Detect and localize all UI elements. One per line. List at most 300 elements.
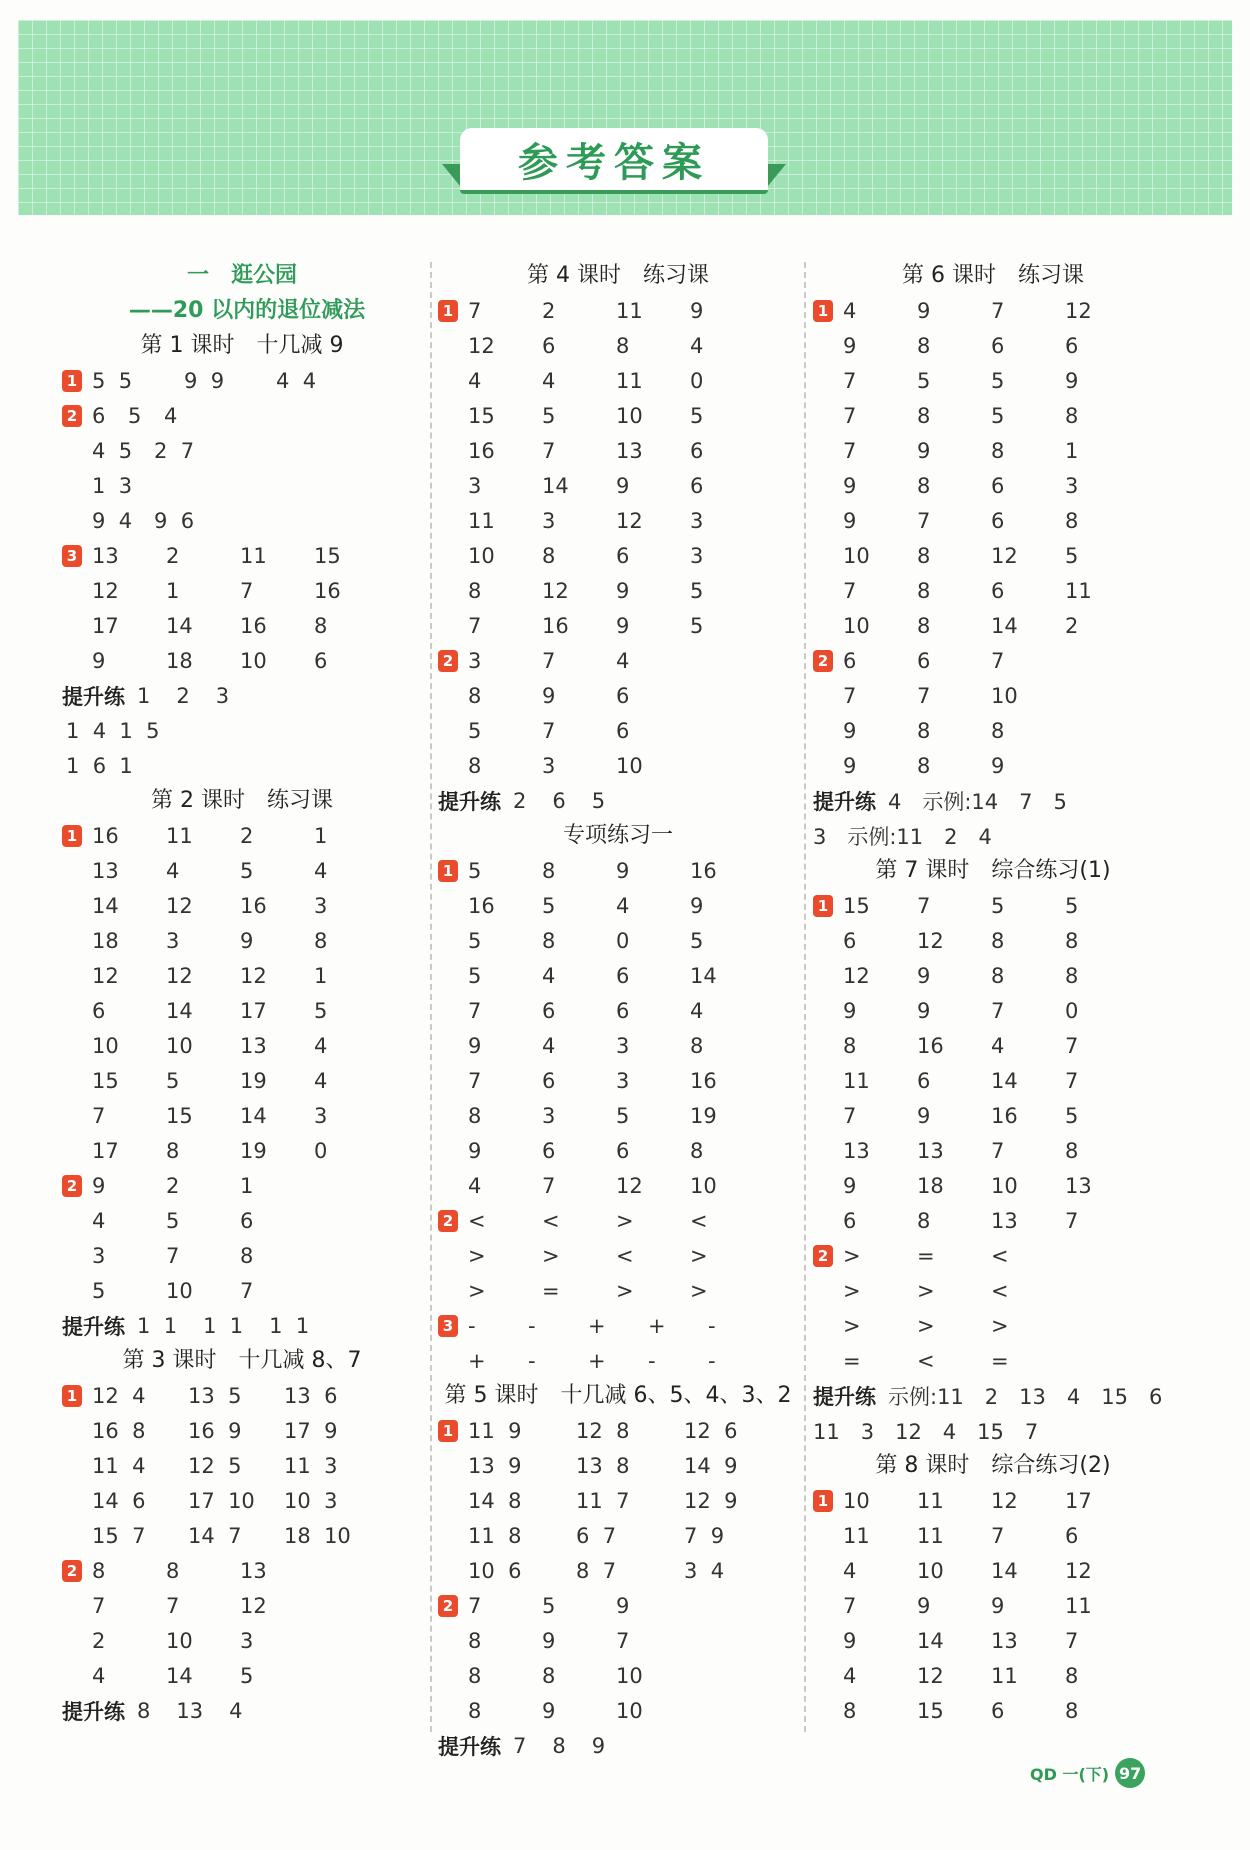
answer-cell: 13: [991, 1208, 1018, 1233]
answer-cells: [468, 1279, 764, 1303]
answer-cell: 9: [991, 1593, 1005, 1618]
answer-row: [62, 1448, 422, 1483]
answer-cell: 10: [843, 613, 870, 638]
answer-cell: 4: [314, 1033, 328, 1058]
answer-cells: [843, 1559, 1139, 1583]
answer-cells: [468, 369, 764, 393]
answer-cells: [468, 1419, 792, 1443]
question-number-badge: 1: [62, 370, 82, 392]
answer-cells: [92, 824, 388, 848]
answer-cell: 5: [690, 578, 704, 603]
answer-cell: 1: [314, 823, 328, 848]
answer-cells: [92, 1629, 314, 1653]
answer-cell: 15: [917, 1698, 944, 1723]
answer-row: [62, 573, 422, 608]
answer-cell: 8: [843, 1698, 857, 1723]
answer-cell: 11: [917, 1523, 944, 1548]
answer-cells: [468, 404, 764, 428]
answer-cell: 9 6: [154, 508, 195, 533]
page-number: 97: [1115, 1758, 1145, 1788]
tisheng-answer: 1 6 1: [66, 753, 133, 778]
answer-cell: 10: [240, 648, 267, 673]
answer-cells: [843, 719, 1065, 743]
answer-cell: 4: [92, 1663, 106, 1688]
answer-cells: [843, 1279, 1065, 1303]
answer-cell: 10: [616, 403, 643, 428]
answer-cells: [468, 649, 690, 673]
answer-cell: 15: [468, 403, 495, 428]
answer-cells: [92, 1034, 388, 1058]
answer-cell: 10: [917, 1558, 944, 1583]
answer-row: [438, 1343, 798, 1378]
answer-cells: [92, 579, 388, 603]
answer-cell: 19: [690, 1103, 717, 1128]
answer-cell: 8: [314, 928, 328, 953]
answer-cell: 9: [843, 753, 857, 778]
answer-cell: 11: [917, 1488, 944, 1513]
answer-row: [438, 1133, 798, 1168]
question-number-badge: 1: [813, 895, 833, 917]
answer-cell: 5: [542, 893, 556, 918]
answer-cell: 8: [1065, 928, 1079, 953]
answer-cell: 11: [240, 543, 267, 568]
answer-cell: 16: [690, 858, 717, 883]
answer-cells: [468, 1454, 792, 1478]
lesson-heading: 第 6 课时 练习课: [902, 263, 1084, 288]
answer-row: [813, 1098, 1173, 1133]
answer-row: [438, 328, 798, 363]
tisheng-label: 提升练: [62, 1699, 125, 1724]
answer-cell: 3: [314, 893, 328, 918]
answer-cell: 8: [1065, 508, 1079, 533]
answer-cell: 6: [616, 1138, 630, 1163]
tisheng-answer: 2: [513, 788, 527, 813]
lesson-heading: 第 1 课时 十几减 9: [140, 333, 344, 358]
answer-cell: 6: [991, 333, 1005, 358]
answer-cell: >: [468, 1243, 486, 1268]
answer-cell: 4: [616, 893, 630, 918]
answer-cell: 13 9: [468, 1453, 522, 1478]
answer-cell: 14: [92, 893, 119, 918]
answer-cell: 3 4: [684, 1558, 725, 1583]
answer-cell: 6: [240, 1208, 254, 1233]
answer-row: [813, 1168, 1173, 1203]
question-number-badge: 2: [62, 405, 82, 427]
answer-cell: 19: [240, 1068, 267, 1093]
tisheng-answer: 13: [176, 1698, 204, 1723]
answer-cell: 16: [240, 893, 267, 918]
answer-cell: 6: [616, 963, 630, 988]
answer-cell: 6: [991, 508, 1005, 533]
answer-cells: [468, 1314, 768, 1338]
answer-row: [813, 293, 1173, 328]
answer-cell: <: [542, 1208, 560, 1233]
title-box: [460, 128, 768, 194]
answer-cell: 7: [166, 1243, 180, 1268]
answer-cell: 8: [1065, 1138, 1079, 1163]
answer-cell: 13 6: [284, 1383, 338, 1408]
answer-row: [438, 1273, 798, 1308]
answer-cell: 7: [542, 438, 556, 463]
tisheng-answer: 4: [229, 1698, 243, 1723]
answer-row: [813, 468, 1173, 503]
answer-cell: 8: [166, 1138, 180, 1163]
answer-cell: 8: [542, 543, 556, 568]
answer-row: [438, 643, 798, 678]
answer-cell: 18: [917, 1173, 944, 1198]
answer-cell: 8: [917, 1208, 931, 1233]
answer-row: [438, 1448, 798, 1483]
answer-cell: 9: [843, 998, 857, 1023]
answer-row: [813, 1273, 1173, 1308]
tisheng-row: [62, 1693, 422, 1728]
answer-row: [438, 853, 798, 888]
answer-cell: 7: [166, 1593, 180, 1618]
answer-cell: 10: [616, 1663, 643, 1688]
tisheng-row: [813, 783, 1173, 818]
answer-cell: 5 5: [92, 368, 133, 393]
answer-cell: 13: [92, 543, 119, 568]
answer-cell: 6: [843, 928, 857, 953]
answer-cells: [843, 754, 1065, 778]
answer-row: [813, 538, 1173, 573]
answer-row: [62, 1063, 422, 1098]
answer-cell: 16: [240, 613, 267, 638]
answer-cells: [92, 929, 388, 953]
answer-cell: 5: [991, 403, 1005, 428]
answer-cell: 6: [1065, 1523, 1079, 1548]
answer-cell: 8: [542, 928, 556, 953]
answer-cell: <: [616, 1243, 634, 1268]
answer-cell: 2: [1065, 613, 1079, 638]
answer-cell: 6: [917, 648, 931, 673]
column-divider: [430, 262, 432, 1732]
answer-cell: 9: [917, 438, 931, 463]
answer-cell: 7: [843, 1103, 857, 1128]
answer-cell: 7: [917, 683, 931, 708]
answer-cell: 6: [690, 438, 704, 463]
answer-row: [62, 818, 422, 853]
answer-cell: 8: [542, 1663, 556, 1688]
unit-title: 一 逛公园: [186, 263, 297, 288]
answer-cell: +: [468, 1348, 486, 1373]
answer-cell: 7: [991, 1138, 1005, 1163]
answer-cells: [92, 614, 388, 638]
answer-cell: 4: [843, 1558, 857, 1583]
answer-row: [62, 503, 422, 538]
answer-cell: 12: [92, 578, 119, 603]
answer-row: [813, 608, 1173, 643]
answer-row: [62, 1273, 422, 1308]
answer-cell: 11 7: [576, 1488, 630, 1513]
answer-row: [62, 923, 422, 958]
answer-cells: [843, 929, 1139, 953]
answer-cell: 3: [616, 1033, 630, 1058]
answer-row: [438, 1413, 798, 1448]
answer-cell: 15: [92, 1068, 119, 1093]
answer-cells: [843, 369, 1139, 393]
answer-cell: 11: [991, 1663, 1018, 1688]
answer-cells: [92, 1454, 380, 1478]
question-number-badge: 1: [813, 1490, 833, 1512]
question-number-badge: 1: [438, 860, 458, 882]
answer-cell: 7: [991, 1523, 1005, 1548]
answer-row: [813, 1343, 1173, 1378]
answer-cell: -: [528, 1348, 536, 1373]
question-number-badge: 2: [438, 1210, 458, 1232]
answer-cell: 5: [314, 998, 328, 1023]
answer-cell: 4: [166, 858, 180, 883]
answer-cell: 9 4: [92, 508, 133, 533]
answer-cell: 1: [240, 1173, 254, 1198]
question-number-badge: 2: [438, 1595, 458, 1617]
answer-cell: 5: [468, 963, 482, 988]
answer-cell: 4: [468, 368, 482, 393]
answer-cell: 9: [240, 928, 254, 953]
answer-cell: 8: [1065, 1698, 1079, 1723]
answer-cell: 8: [991, 718, 1005, 743]
answer-cells: [92, 1139, 388, 1163]
answer-cell: 7: [468, 1068, 482, 1093]
answer-cell: >: [917, 1313, 935, 1338]
answer-cell: 8: [1065, 963, 1079, 988]
answer-row: [813, 678, 1173, 713]
answer-cell: 8: [917, 753, 931, 778]
answer-cell: 9: [92, 1173, 106, 1198]
answer-cells: [468, 1664, 690, 1688]
answer-cells: [843, 1489, 1139, 1513]
answer-cells: [843, 1524, 1139, 1548]
tisheng-answer: 2: [176, 683, 190, 708]
answer-cell: 11: [616, 368, 643, 393]
answer-cell: 10: [166, 1628, 193, 1653]
answer-cells: [468, 1524, 792, 1548]
answer-row: [62, 1588, 422, 1623]
answer-cell: 16: [690, 1068, 717, 1093]
tisheng-answer: 1 1: [269, 1313, 310, 1338]
answer-cell: 14: [240, 1103, 267, 1128]
answer-cell: 5: [166, 1068, 180, 1093]
answer-cell: 18 10: [284, 1523, 351, 1548]
answer-cell: 16: [991, 1103, 1018, 1128]
answer-cells: [92, 1524, 380, 1548]
answer-cell: 17 9: [284, 1418, 338, 1443]
answer-cell: +: [588, 1348, 606, 1373]
answer-cell: 9 9: [184, 368, 225, 393]
title-ribbon-left: [442, 164, 460, 186]
answer-cell: >: [690, 1278, 708, 1303]
answer-cell: 5: [128, 403, 142, 428]
answer-cell: 9: [843, 333, 857, 358]
answer-cell: 11: [1065, 1593, 1092, 1618]
answer-cell: -: [708, 1313, 716, 1338]
answer-cell: -: [528, 1313, 536, 1338]
answer-cell: 5: [690, 928, 704, 953]
answer-cell: 7: [616, 1628, 630, 1653]
answer-cell: -: [648, 1348, 656, 1373]
answer-cell: 10: [843, 1488, 870, 1513]
answer-row: [438, 1028, 798, 1063]
answer-cell: 3: [542, 508, 556, 533]
answer-cell: 13: [991, 1628, 1018, 1653]
answer-cells: [468, 754, 690, 778]
answer-column-2: [438, 258, 798, 1763]
answer-cells: [92, 964, 388, 988]
answer-cell: 16: [542, 613, 569, 638]
answer-row: [813, 643, 1173, 678]
answer-cell: 8: [917, 333, 931, 358]
answer-cell: 13: [240, 1033, 267, 1058]
answer-cells: [92, 1104, 388, 1128]
tisheng-label: 提升练: [62, 1314, 125, 1339]
answer-cell: 4: [542, 368, 556, 393]
answer-cell: 8: [991, 963, 1005, 988]
tisheng-label: 提升练: [438, 1734, 501, 1759]
answer-cell: 7: [240, 578, 254, 603]
answer-cell: 6: [991, 473, 1005, 498]
question-number-badge: 1: [62, 1385, 82, 1407]
answer-cell: 7: [843, 368, 857, 393]
answer-cell: 14 8: [468, 1488, 522, 1513]
answer-row: [62, 1133, 422, 1168]
answer-cells: [468, 544, 764, 568]
answer-cell: 5: [240, 858, 254, 883]
answer-cell: +: [648, 1313, 666, 1338]
answer-cells: [468, 1104, 764, 1128]
answer-cell: 4: [843, 1663, 857, 1688]
answer-row: [438, 1658, 798, 1693]
answer-cell: 4 4: [276, 368, 317, 393]
answer-cell: =: [843, 1348, 861, 1373]
answer-cell: 2: [166, 543, 180, 568]
answer-cell: 8: [917, 718, 931, 743]
answer-cells: [468, 929, 764, 953]
answer-cells: [92, 369, 368, 393]
answer-cell: 3: [1065, 473, 1079, 498]
answer-cell: 1: [1065, 438, 1079, 463]
answer-cell: 9: [843, 1173, 857, 1198]
answer-cell: 2 7: [154, 438, 195, 463]
answer-cells: [843, 334, 1139, 358]
answer-cell: 7: [92, 1103, 106, 1128]
question-number-badge: 1: [438, 1420, 458, 1442]
answer-cell: 5: [991, 893, 1005, 918]
answer-cell: 11: [843, 1068, 870, 1093]
answer-cells: [468, 1699, 690, 1723]
answer-cell: 14: [991, 1558, 1018, 1583]
tisheng-row: [438, 1728, 798, 1763]
answer-cells: [92, 404, 200, 428]
answer-cell: 11: [843, 1523, 870, 1548]
answer-cell: 4: [690, 998, 704, 1023]
answer-cell: 3: [92, 1243, 106, 1268]
answer-cell: 8: [240, 1243, 254, 1268]
answer-row: [813, 1028, 1173, 1063]
answer-cell: 14: [690, 963, 717, 988]
answer-cell: 2: [166, 1173, 180, 1198]
answer-cells: [843, 1174, 1139, 1198]
answer-cell: 14: [991, 1068, 1018, 1093]
answer-cell: 7: [843, 1593, 857, 1618]
answer-cell: 9: [917, 998, 931, 1023]
answer-cell: 7: [843, 438, 857, 463]
answer-row: [438, 1308, 798, 1343]
answer-row: [438, 608, 798, 643]
answer-row: [62, 363, 422, 398]
answer-cell: 4: [542, 1033, 556, 1058]
answer-cell: 11 3: [284, 1453, 338, 1478]
answer-cell: 3: [240, 1628, 254, 1653]
answer-row: [62, 468, 422, 503]
answer-row: [813, 1693, 1173, 1728]
answer-cell: 4: [843, 298, 857, 323]
answer-cell: 11 4: [92, 1453, 146, 1478]
answer-cell: 5: [690, 403, 704, 428]
answer-cell: 13: [616, 438, 643, 463]
lesson-heading: 第 8 课时 综合练习(2): [875, 1453, 1111, 1478]
answer-cell: -: [468, 1313, 476, 1338]
answer-cell: 14 6: [92, 1488, 146, 1513]
answer-cell: 8: [542, 858, 556, 883]
answer-cell: 10: [166, 1278, 193, 1303]
answer-cell: 7: [917, 508, 931, 533]
answer-row: [813, 1588, 1173, 1623]
answer-cells: [843, 649, 1065, 673]
answer-cell: 10 3: [284, 1488, 338, 1513]
answer-cell: 16: [92, 823, 119, 848]
answer-cells: [843, 404, 1139, 428]
answer-row: [813, 1518, 1173, 1553]
answer-cells: [843, 1139, 1139, 1163]
tisheng-label: 提升练: [813, 1384, 876, 1409]
answer-cell: 6: [991, 1698, 1005, 1723]
answer-cell: 12: [166, 963, 193, 988]
answer-row: [438, 1203, 798, 1238]
answer-cell: <: [917, 1348, 935, 1373]
answer-cell: 16 8: [92, 1418, 146, 1443]
lesson-heading: 第 4 课时 练习课: [527, 263, 709, 288]
lesson-heading: 第 3 课时 十几减 8、7: [122, 1348, 362, 1373]
answer-cell: 8: [917, 613, 931, 638]
answer-cell: 8: [690, 1138, 704, 1163]
answer-cell: 12: [240, 1593, 267, 1618]
answer-row: [438, 1623, 798, 1658]
answer-cell: 9: [616, 613, 630, 638]
answer-row: [62, 398, 422, 433]
answer-cell: 6: [92, 403, 106, 428]
answer-row: [438, 1588, 798, 1623]
answer-cell: 6: [616, 543, 630, 568]
answer-cell: 9: [468, 1138, 482, 1163]
answer-row: [62, 608, 422, 643]
answer-cell: 9: [616, 473, 630, 498]
answer-cells: [468, 579, 764, 603]
answer-text: 示例:11 2 13 4 15 6: [888, 1384, 1163, 1409]
tisheng-row: [62, 713, 422, 748]
answer-row: [813, 1483, 1173, 1518]
answer-cell: 12: [92, 963, 119, 988]
answer-row: [438, 923, 798, 958]
answer-cell: 9: [690, 893, 704, 918]
answer-cell: 0: [616, 928, 630, 953]
answer-cells: [92, 1244, 314, 1268]
answer-row: [62, 1413, 422, 1448]
answer-cells: [92, 544, 388, 568]
answer-cell: 9: [92, 648, 106, 673]
answer-cell: 9: [917, 963, 931, 988]
answer-row: [438, 468, 798, 503]
answer-row: [813, 1658, 1173, 1693]
